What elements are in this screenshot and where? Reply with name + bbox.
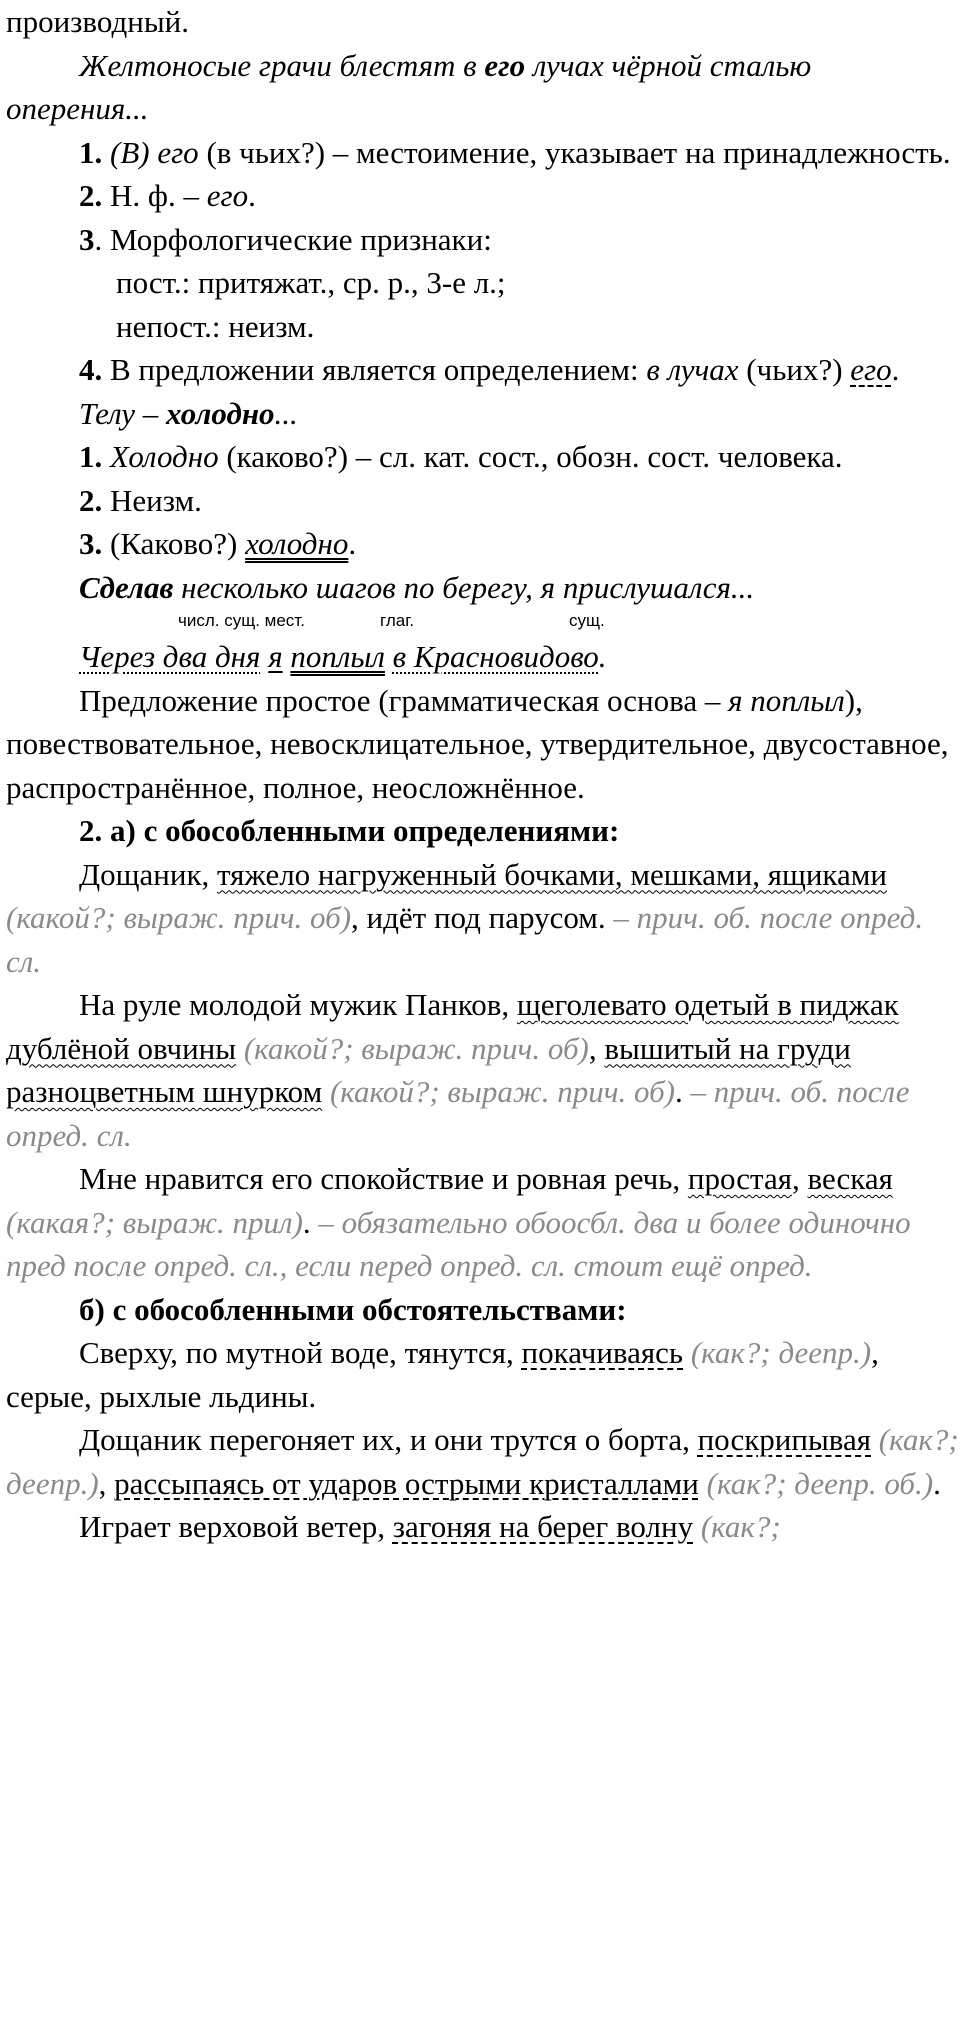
highlighted-word: его bbox=[484, 47, 526, 83]
grey-note: (какой?; выраж. прич. об) bbox=[236, 1030, 589, 1066]
section-heading bbox=[6, 1288, 960, 1332]
underlined-phrase: в Красновидово bbox=[392, 639, 599, 674]
text: , bbox=[98, 1465, 115, 1501]
text: производный. bbox=[6, 4, 189, 39]
text-line bbox=[6, 305, 960, 349]
text: . bbox=[598, 639, 607, 674]
text: (Каково?) bbox=[102, 526, 246, 561]
text: . bbox=[248, 178, 256, 213]
example-paragraph bbox=[6, 983, 960, 1157]
text: лучах чёрной сталью оперения... bbox=[6, 47, 812, 126]
example-paragraph bbox=[6, 1331, 960, 1418]
step-number: 2. bbox=[79, 178, 103, 213]
pos-label: глаг. bbox=[380, 611, 415, 630]
text: . Морфологические признаки: bbox=[94, 221, 492, 257]
example-paragraph bbox=[6, 1157, 960, 1288]
text: Мне нравится его спокойствие и ровная речь, bbox=[79, 1161, 688, 1196]
text: Холодно bbox=[110, 439, 219, 474]
example-paragraph bbox=[6, 1505, 960, 1549]
dashed-underlined-word: покачиваясь bbox=[521, 1335, 684, 1370]
example-paragraph bbox=[6, 853, 960, 984]
grey-note: (какой?; выраж. прич. об) bbox=[322, 1074, 675, 1109]
text: непост.: неизм. bbox=[116, 308, 315, 344]
dashed-underlined-phrase: загоняя на берег волну bbox=[392, 1509, 694, 1544]
text: несколько шагов по берегу, я прислушался... bbox=[173, 569, 755, 605]
grey-note: (как?; деепр.) bbox=[683, 1335, 872, 1370]
grey-note: (как?; bbox=[693, 1509, 781, 1544]
step-number: 1. bbox=[79, 134, 103, 170]
text: . bbox=[933, 1465, 941, 1501]
wavy-underlined-phrase: щеголевато одетый в пиджак дублёной овчины bbox=[6, 987, 899, 1066]
pos-label: сущ. bbox=[569, 611, 605, 630]
example-sentence bbox=[6, 566, 960, 610]
section-heading bbox=[6, 809, 960, 853]
text: пост.: притяжат., ср. р., 3-е л.; bbox=[116, 265, 506, 300]
text: Желтоносые грачи блестят в bbox=[79, 47, 485, 83]
text-line bbox=[6, 261, 960, 305]
text: его bbox=[206, 178, 249, 213]
text: . bbox=[891, 352, 900, 387]
dashed-underlined-phrase: рассыпаясь от ударов острыми кристаллами bbox=[114, 1465, 699, 1501]
predicate: поплыл bbox=[290, 639, 385, 674]
text: ), повествовательное, невосклицательное, утвердительное, двусоставное, распространённое, полное, неосложнённое. bbox=[6, 682, 949, 805]
step-number: 1. bbox=[79, 439, 103, 474]
grey-note: (какой?; выраж. прич. об) bbox=[6, 900, 352, 935]
analysis-step-1 bbox=[6, 131, 960, 175]
heading-text: б) с обособленными обстоятельствами: bbox=[79, 1291, 627, 1327]
text: Неизм. bbox=[102, 482, 202, 518]
heading-text: 2. а) с обособленными определениями: bbox=[79, 813, 620, 848]
highlighted-word: холодно bbox=[165, 395, 275, 431]
text: (В) его bbox=[110, 134, 199, 170]
highlighted-word: Сделав bbox=[79, 569, 174, 605]
subject: я bbox=[268, 639, 283, 674]
grey-note: (как?; деепр.) bbox=[6, 1422, 959, 1501]
grey-note: – прич. об. после опред. сл. bbox=[6, 900, 924, 979]
step-number: 4. bbox=[79, 352, 103, 387]
text: Дощаник перегоняет их, и они трутся о борта, bbox=[79, 1422, 698, 1457]
text: , bbox=[588, 1030, 605, 1066]
sentence-description bbox=[6, 679, 960, 810]
grey-note: – прич. об. после опред. сл. bbox=[6, 1074, 910, 1153]
text: Играет верховой ветер, bbox=[79, 1509, 393, 1544]
step-number: 3. bbox=[79, 526, 103, 561]
text bbox=[385, 639, 393, 674]
text: Н. ф. – bbox=[102, 178, 207, 213]
step-number: 3 bbox=[79, 221, 95, 257]
text: , серые, рыхлые льдины. bbox=[6, 1335, 879, 1414]
text: Предложение простое (грамматическая основа – bbox=[79, 682, 729, 718]
text: (каково?) – сл. кат. сост., обозн. сост. человека. bbox=[218, 439, 843, 474]
wavy-underlined-phrase: вышитый на груди разноцветным шнурком bbox=[6, 1030, 851, 1109]
step-number: 2. bbox=[79, 482, 103, 518]
text: . bbox=[302, 1204, 319, 1240]
text: Телу – bbox=[79, 395, 166, 431]
grey-note: (как?; деепр. об.) bbox=[698, 1465, 934, 1501]
analysis-step-4 bbox=[6, 348, 960, 392]
analysis-step-3 bbox=[6, 218, 960, 262]
text: в лучах bbox=[646, 352, 739, 387]
text: . bbox=[675, 1074, 691, 1109]
pos-label: числ. сущ. мест. bbox=[178, 611, 305, 630]
example-paragraph bbox=[6, 1418, 960, 1505]
wavy-underlined-phrase: простая bbox=[687, 1161, 792, 1196]
text: (чьих?) bbox=[738, 352, 851, 387]
underlined-word: холодно bbox=[245, 526, 349, 561]
text: В предложении является определением: bbox=[102, 352, 647, 387]
underlined-phrase: Через два дня bbox=[79, 639, 261, 674]
text: , идёт под парусом. bbox=[351, 900, 614, 935]
underlined-word: его bbox=[850, 352, 892, 387]
text: На руле молодой мужик Панков, bbox=[79, 987, 517, 1022]
text: я поплыл bbox=[728, 682, 845, 718]
text-line bbox=[6, 0, 960, 44]
grey-note: (какая?; выраж. прил) bbox=[6, 1204, 303, 1240]
text: , bbox=[791, 1161, 808, 1196]
analysis-step-2 bbox=[6, 174, 960, 218]
dashed-underlined-word: поскрипывая bbox=[697, 1422, 872, 1457]
example-sentence bbox=[6, 392, 960, 436]
text: Сверху, по мутной воде, тянутся, bbox=[79, 1335, 522, 1370]
parsed-sentence bbox=[6, 635, 960, 679]
example-sentence bbox=[6, 44, 960, 131]
text: . bbox=[348, 526, 357, 561]
grey-note: – обязательно обоосбл. два и более одиночно пред после опред. сл., если перед опред. сл. стоит ещё опред. bbox=[6, 1204, 911, 1283]
wavy-underlined-phrase: веская bbox=[807, 1161, 893, 1196]
analysis-step-2 bbox=[6, 479, 960, 523]
wavy-underlined-phrase: тяжело нагруженный бочками, мешками, ящиками bbox=[217, 856, 887, 892]
text: (в чьих?) – местоимение, указывает на принадлежность. bbox=[198, 134, 951, 170]
text: Дощаник, bbox=[79, 856, 218, 892]
part-of-speech-labels bbox=[6, 609, 960, 635]
text: ... bbox=[274, 395, 298, 431]
analysis-step-1 bbox=[6, 435, 960, 479]
analysis-step-3 bbox=[6, 522, 960, 566]
